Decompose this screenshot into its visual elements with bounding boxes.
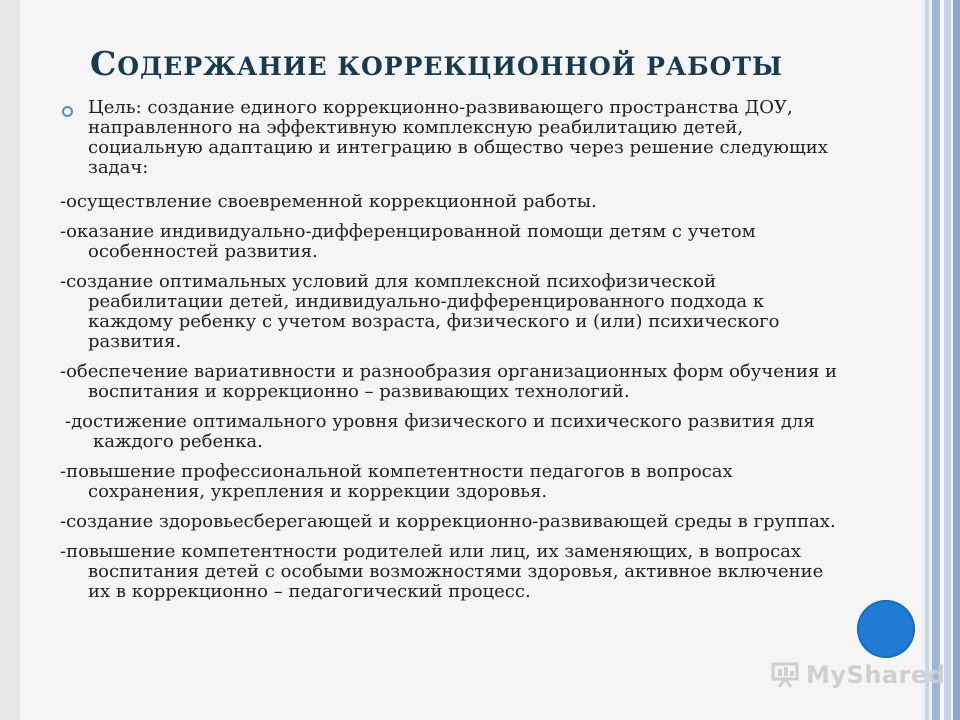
task-item: -создание здоровьесберегающей и коррекционно-развивающей среды в группах. (60, 511, 836, 532)
slide-title (90, 44, 850, 83)
task-list (60, 192, 850, 612)
presentation-board-icon (770, 662, 800, 688)
right-stripe-1 (925, 0, 929, 720)
right-stripe-4 (953, 0, 960, 720)
task-item: -повышение профессиональной компетентности педагогов в вопросах сохранения, укрепления и коррекции здоровья. (60, 461, 733, 502)
blue-circle-decoration (857, 600, 915, 658)
right-stripe-3 (944, 0, 951, 720)
title-rest: ОДЕРЖАНИЕ КОРРЕКЦИОННОЙ РАБОТЫ (117, 52, 784, 81)
task-item: -обеспечение вариативности и разнообразия организационных форм обучения и воспитания и коррекционно – развивающих технологий. (60, 361, 838, 402)
watermark-text: MyShared (806, 661, 946, 689)
task-item: -достижение оптимального уровня физического и психического развития для каждого ребенка. (65, 411, 815, 452)
right-stripe-2 (932, 0, 940, 720)
task-item: -повышение компетентности родителей или лиц, их заменяющих, в вопросах воспитания детей с особыми возможностями здоровья, активное включение их в коррекционно – педагогический процесс. (60, 541, 824, 602)
task-item: -оказание индивидуально-дифференцированной помощи детям с учетом особенностей развития. (60, 221, 756, 262)
watermark (770, 660, 945, 690)
bullet-circle-icon (62, 106, 73, 117)
title-first-letter: С (90, 44, 118, 83)
goal-paragraph: Цель: создание единого коррекционно-развивающего пространства ДОУ, направленного на эффективную комплексную реабилитацию детей, социальную адаптацию и интеграцию в общество через решение следующих задач: (88, 97, 828, 178)
left-frame (0, 0, 20, 720)
task-item: -осуществление своевременной коррекционной работы. (60, 191, 597, 212)
task-item: -создание оптимальных условий для комплексной психофизической реабилитации детей, индивидуально-дифференцированного подхода к каждому ребенку с учетом возраста, физического и (или) психического развития. (60, 271, 780, 352)
